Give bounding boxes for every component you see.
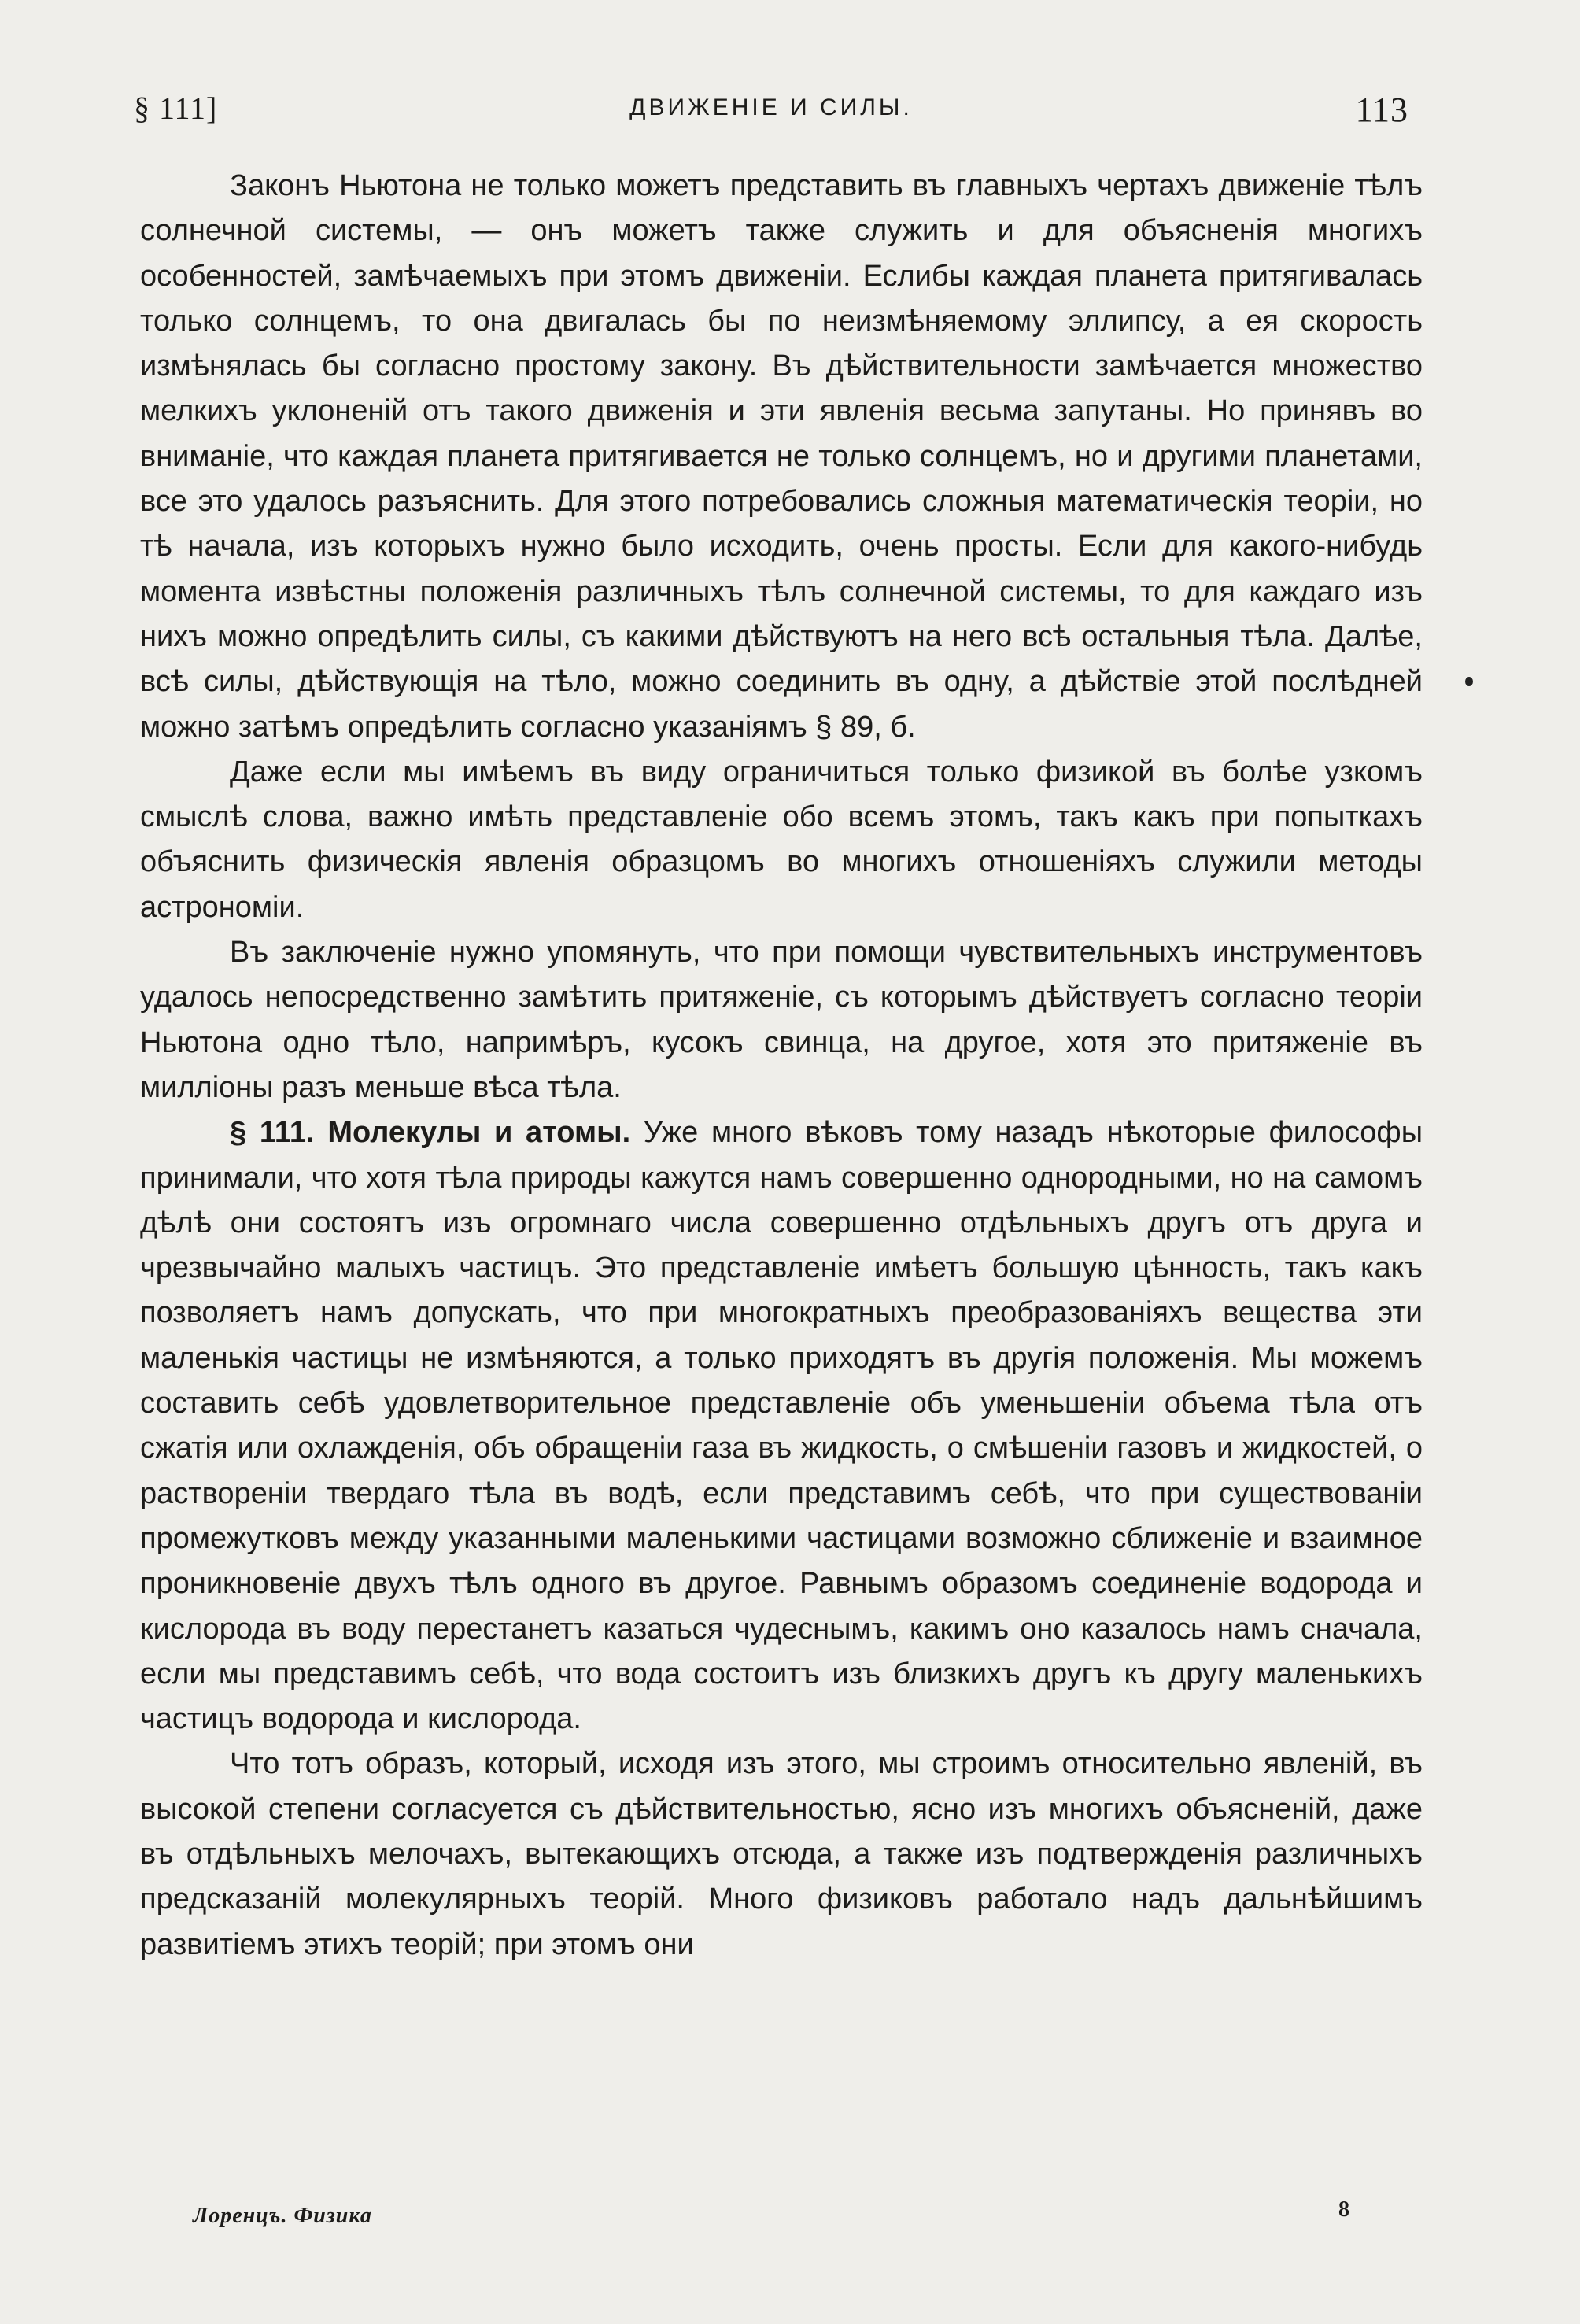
paragraph-text: Законъ Ньютона не только можетъ представить въ главныхъ чертахъ движеніе тѣлъ солнечной системы, — онъ можетъ также служить и для объясненія многихъ особенностей, замѣчаемыхъ при этомъ движеніи. Еслибы каждая планета притягивалась только солнцемъ, то она двигалась бы по неизмѣняемому эллипсу, а ея скорость измѣнялась бы согласно простому закону. Въ дѣйствительности замѣчается множество мелкихъ уклоненій отъ такого движенія и эти явленія весьма запутаны. Но принявъ во вниманіе, что каждая планета притягивается не только солнцемъ, но и другими планетами, все это удалось разъяснить. Для этого потребовались сложныя математическія теоріи, но тѣ начала, изъ которыхъ нужно было исходить, очень просты. Если для какого-нибудь момента извѣстны положенія различныхъ тѣлъ солнечной системы, то для каждаго изъ нихъ можно опредѣлить силы, съ какими дѣйствуютъ на него всѣ остальныя тѣла. Далѣе, всѣ силы, дѣйствующія на тѣло, можно соединить въ одну, а дѣйствіе этой послѣдней можно затѣмъ опредѣлить согласно указаніямъ § 89, б. <box>140 169 1423 744</box>
section-reference: § 111] <box>134 91 218 126</box>
paragraph-2 <box>140 750 1423 930</box>
paragraph-4 <box>140 1110 1423 1742</box>
paragraph-text: Что тотъ образъ, который, исходя изъ этого, мы строимъ относительно явленій, въ высокой степени согласуется съ дѣйствительностью, ясно изъ многихъ объясненій, даже въ отдѣльныхъ мелочахъ, вытекающихъ отсюда, а также изъ подтвержденія различныхъ предсказаній молекулярныхъ теорій. Много физиковъ работало надъ дальнѣйшимъ развитіемъ этихъ теорій; при этомъ они <box>140 1747 1423 1961</box>
body-text <box>140 164 1423 1967</box>
section-heading: § 111. Молекулы и атомы. <box>230 1116 631 1150</box>
paragraph-1 <box>140 164 1423 750</box>
page-number: 113 <box>1355 91 1408 129</box>
ink-speck <box>1465 677 1473 686</box>
paragraph-3 <box>140 930 1423 1110</box>
paragraph-text: Даже если мы имѣемъ въ виду ограничиться только физикой въ болѣе узкомъ смыслѣ слова, важно имѣть представленіе обо всемъ этомъ, такъ какъ при попыткахъ объяснить физическія явленія образцомъ во многихъ отношеніяхъ служили методы астрономіи. <box>140 755 1423 924</box>
signature: Лоренцъ. Физика <box>193 2204 372 2228</box>
running-title: ДВИЖЕНІЕ И СИЛЫ. <box>629 94 913 120</box>
paragraph-5 <box>140 1742 1423 1967</box>
paragraph-text: Въ заключеніе нужно упомянуть, что при помощи чувствительныхъ инструментовъ удалось непосредственно замѣтить притяженіе, съ которымъ дѣйствуетъ согласно теоріи Ньютона одно тѣло, напримѣръ, кусокъ свинца, на другое, хотя это притяженіе въ милліоны разъ меньше вѣса тѣла. <box>140 936 1423 1104</box>
signature-mark: 8 <box>1338 2197 1349 2222</box>
paragraph-text: Уже много вѣковъ тому назадъ нѣкоторые философы принимали, что хотя тѣла природы кажутся намъ совершенно однородными, но на самомъ дѣлѣ они состоятъ изъ огромнаго числа совершенно отдѣльныхъ другъ отъ друга и чрезвычайно малыхъ частицъ. Это представленіе имѣетъ большую цѣнность, такъ какъ позволяетъ намъ допускать, что при многократныхъ преобразованіяхъ вещества эти маленькія частицы не измѣняются, а только приходятъ въ другія положенія. Мы можемъ составить себѣ удовлетворительное представленіе объ уменьшеніи объема тѣла отъ сжатія или охлажденія, объ обращеніи газа въ жидкость, о смѣшеніи газовъ и жидкостей, о раствореніи твердаго тѣла въ водѣ, если представимъ себѣ, что при существованіи промежутковъ между указанными маленькими частицами возможно сближеніе и взаимное проникновеніе двухъ тѣлъ одного въ другое. Равнымъ образомъ соединеніе водорода и кислорода въ воду перестанетъ казаться чудеснымъ, какимъ оно казалось намъ сначала, если мы представимъ себѣ, что вода состоитъ изъ близкихъ другъ къ другу маленькихъ частицъ водорода и кислорода. <box>140 1116 1423 1736</box>
page-header <box>134 85 1408 140</box>
page-footer <box>193 2197 1349 2243</box>
